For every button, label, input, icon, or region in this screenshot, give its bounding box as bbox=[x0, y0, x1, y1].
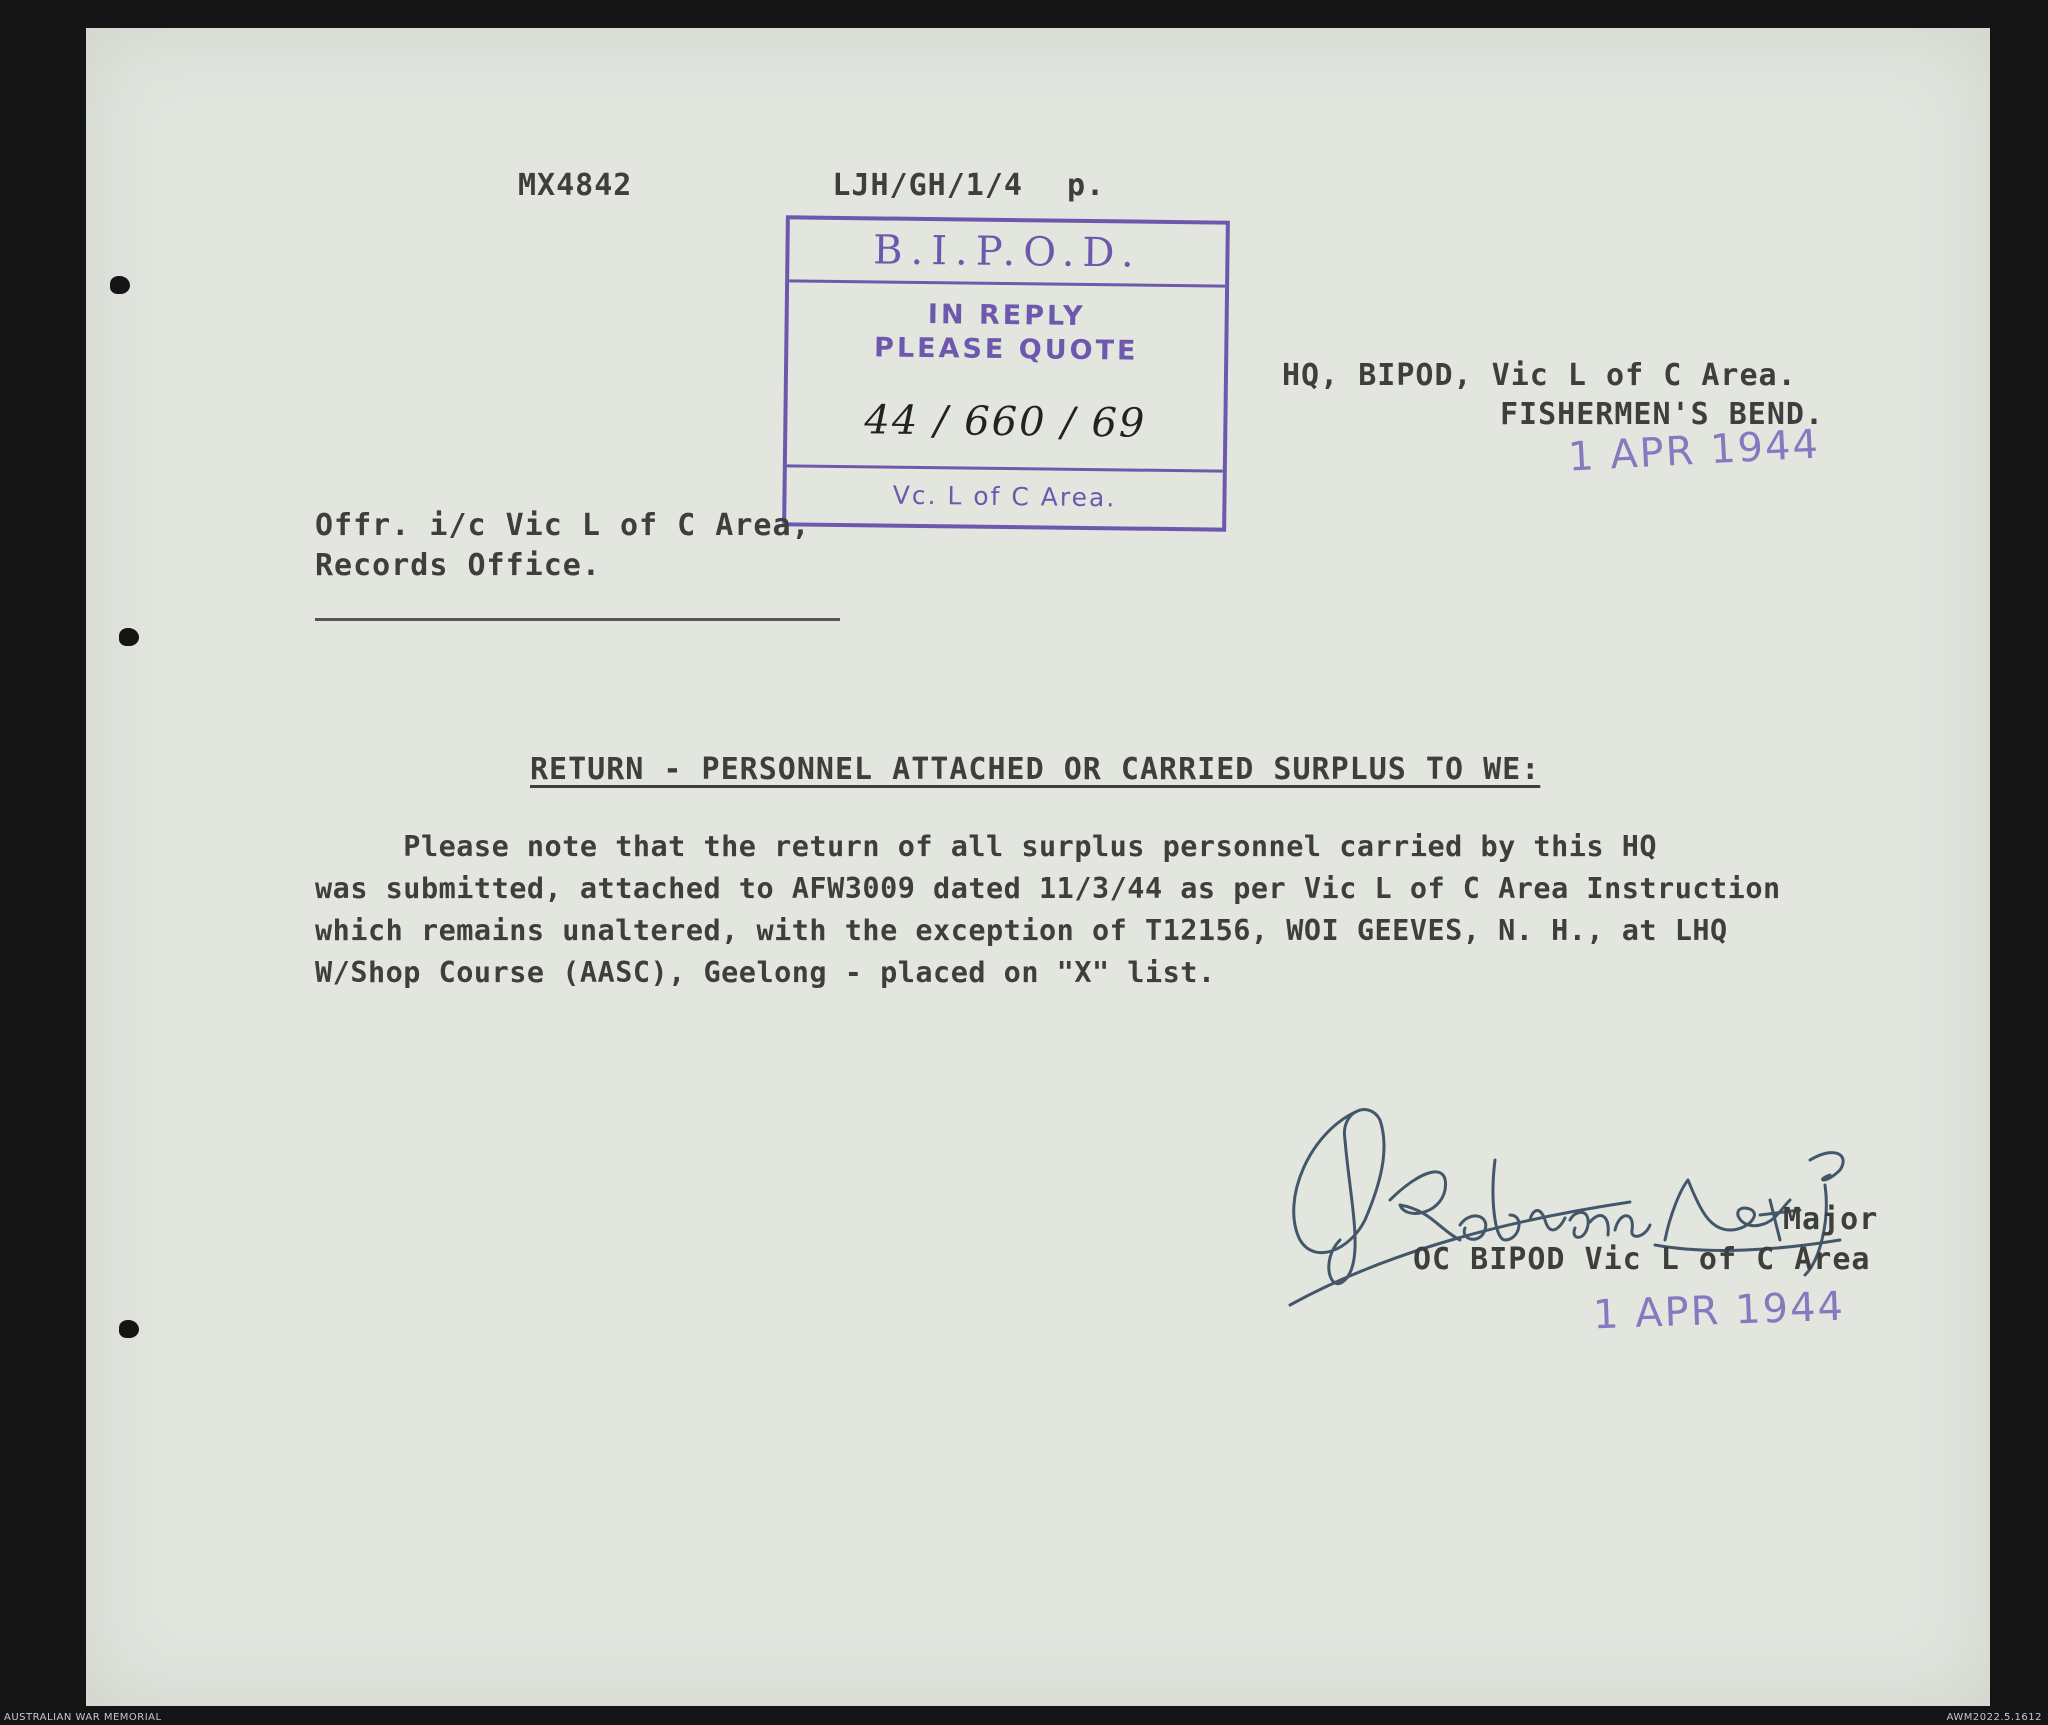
recipient-line2: Records Office. bbox=[315, 548, 601, 583]
stamp-footer: Vc. L of C Area. bbox=[892, 480, 1117, 513]
body-line-1: Please note that the return of all surplus personnel carried by this HQ bbox=[315, 830, 1658, 863]
footer-accession-number: AWM2022.5.1612 bbox=[1946, 1712, 2042, 1723]
stamp-body bbox=[787, 282, 1225, 472]
punch-hole-top bbox=[110, 276, 130, 294]
reference-line bbox=[518, 168, 1105, 203]
page-marker: p. bbox=[1067, 168, 1106, 203]
file-reference: MX4842 bbox=[518, 168, 633, 203]
body-line-4: W/Shop Course (AASC), Geelong - placed on "X" list. bbox=[315, 956, 1216, 989]
date-stamp-top: 1 APR 1944 bbox=[1566, 421, 1821, 481]
body-line-2: was submitted, attached to AFW3009 dated 11/3/44 as per Vic L of C Area Instruction bbox=[315, 872, 1781, 905]
signature-unit: OC BIPOD Vic L of C Area bbox=[1413, 1242, 1871, 1277]
footer-archive-name: AUSTRALIAN WAR MEMORIAL bbox=[4, 1712, 162, 1723]
stamp-handwritten-reference: 44 / 660 / 69 bbox=[864, 397, 1147, 447]
punch-hole-bottom bbox=[119, 1320, 139, 1338]
sender-address-line2: FISHERMEN'S BEND. bbox=[1500, 397, 1825, 432]
signature-rank: Major bbox=[1783, 1202, 1879, 1237]
reply-stamp bbox=[782, 215, 1230, 531]
sender-address-line1: HQ, BIPOD, Vic L of C Area. bbox=[1282, 358, 1797, 393]
recipient-line1: Offr. i/c Vic L of C Area, bbox=[315, 508, 811, 543]
initials-reference: LJH/GH/1/4 bbox=[832, 168, 1023, 203]
subject-heading: RETURN - PERSONNEL ATTACHED OR CARRIED SURPLUS TO WE: bbox=[530, 752, 1541, 787]
stamp-in-reply: IN REPLY bbox=[927, 299, 1086, 332]
separator-rule bbox=[315, 618, 840, 621]
punch-hole-middle bbox=[119, 628, 139, 646]
body-line-3: which remains unaltered, with the exception of T12156, WOI GEEVES, N. H., at LHQ bbox=[315, 914, 1728, 947]
date-stamp-bottom: 1 APR 1944 bbox=[1592, 1283, 1846, 1339]
stamp-title: B.I.P.O.D. bbox=[789, 219, 1226, 287]
stamp-please-quote: PLEASE QUOTE bbox=[873, 332, 1139, 367]
